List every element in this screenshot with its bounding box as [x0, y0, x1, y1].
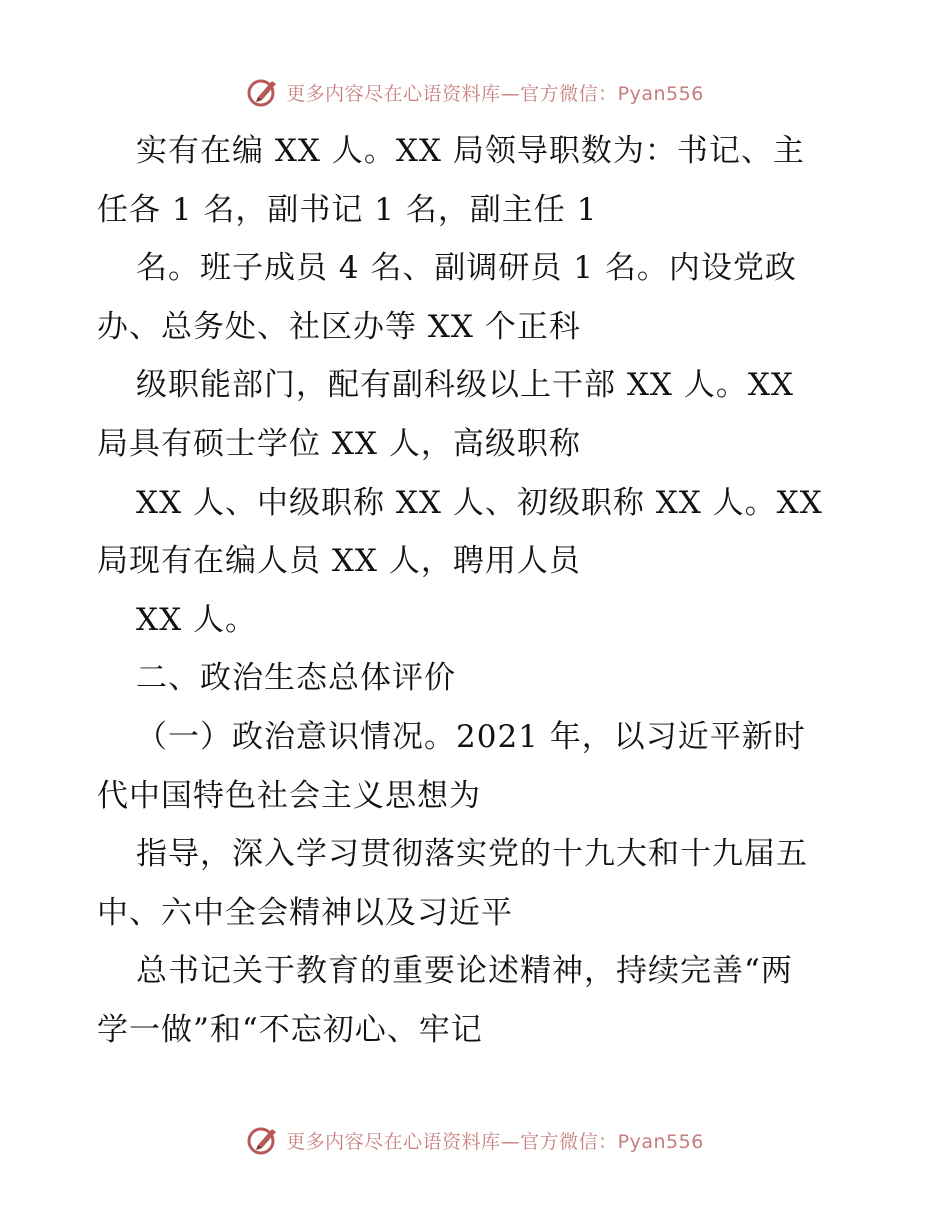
document-body	[97, 122, 857, 1060]
watermark-text: 更多内容尽在心语资料库—官方微信：Pyan556	[286, 1130, 704, 1153]
body-line: 实有在编 XX 人。XX 局领导职数为：书记、主	[136, 133, 805, 169]
body-line: 局具有硕士学位 XX 人，高级职称	[97, 425, 581, 462]
body-line: 中、六中全会精神以及习近平	[97, 894, 513, 931]
body-line: 学一做”和“不忘初心、牢记	[97, 1011, 483, 1048]
footer-watermark	[0, 1120, 950, 1160]
body-line: 级职能部门，配有副科级以上干部 XX 人。XX	[136, 367, 794, 404]
body-line: 名。班子成员 4 名、副调研员 1 名。内设党政	[136, 250, 797, 287]
pen-nib-circle-icon	[246, 1123, 280, 1157]
section-heading: 二、政治生态总体评价	[136, 660, 456, 697]
body-line: 指导，深入学习贯彻落实党的十九大和十九届五	[136, 836, 808, 873]
body-line: 局现有在编人员 XX 人，聘用人员	[97, 543, 581, 580]
body-line: 任各 1 名，副书记 1 名，副主任 1	[97, 191, 598, 228]
body-line: 办、总务处、社区办等 XX 个正科	[97, 308, 581, 345]
body-line: XX 人、中级职称 XX 人、初级职称 XX 人。XX	[136, 484, 823, 521]
header-watermark	[0, 72, 950, 112]
body-line: XX 人。	[136, 601, 257, 638]
body-line: 代中国特色社会主义思想为	[97, 777, 481, 814]
watermark-text: 更多内容尽在心语资料库—官方微信：Pyan556	[286, 82, 704, 105]
body-line: 总书记关于教育的重要论述精神，持续完善“两	[136, 953, 793, 990]
body-line: （一）政治意识情况。2021 年，以习近平新时	[136, 718, 806, 755]
pen-nib-circle-icon	[246, 75, 280, 109]
